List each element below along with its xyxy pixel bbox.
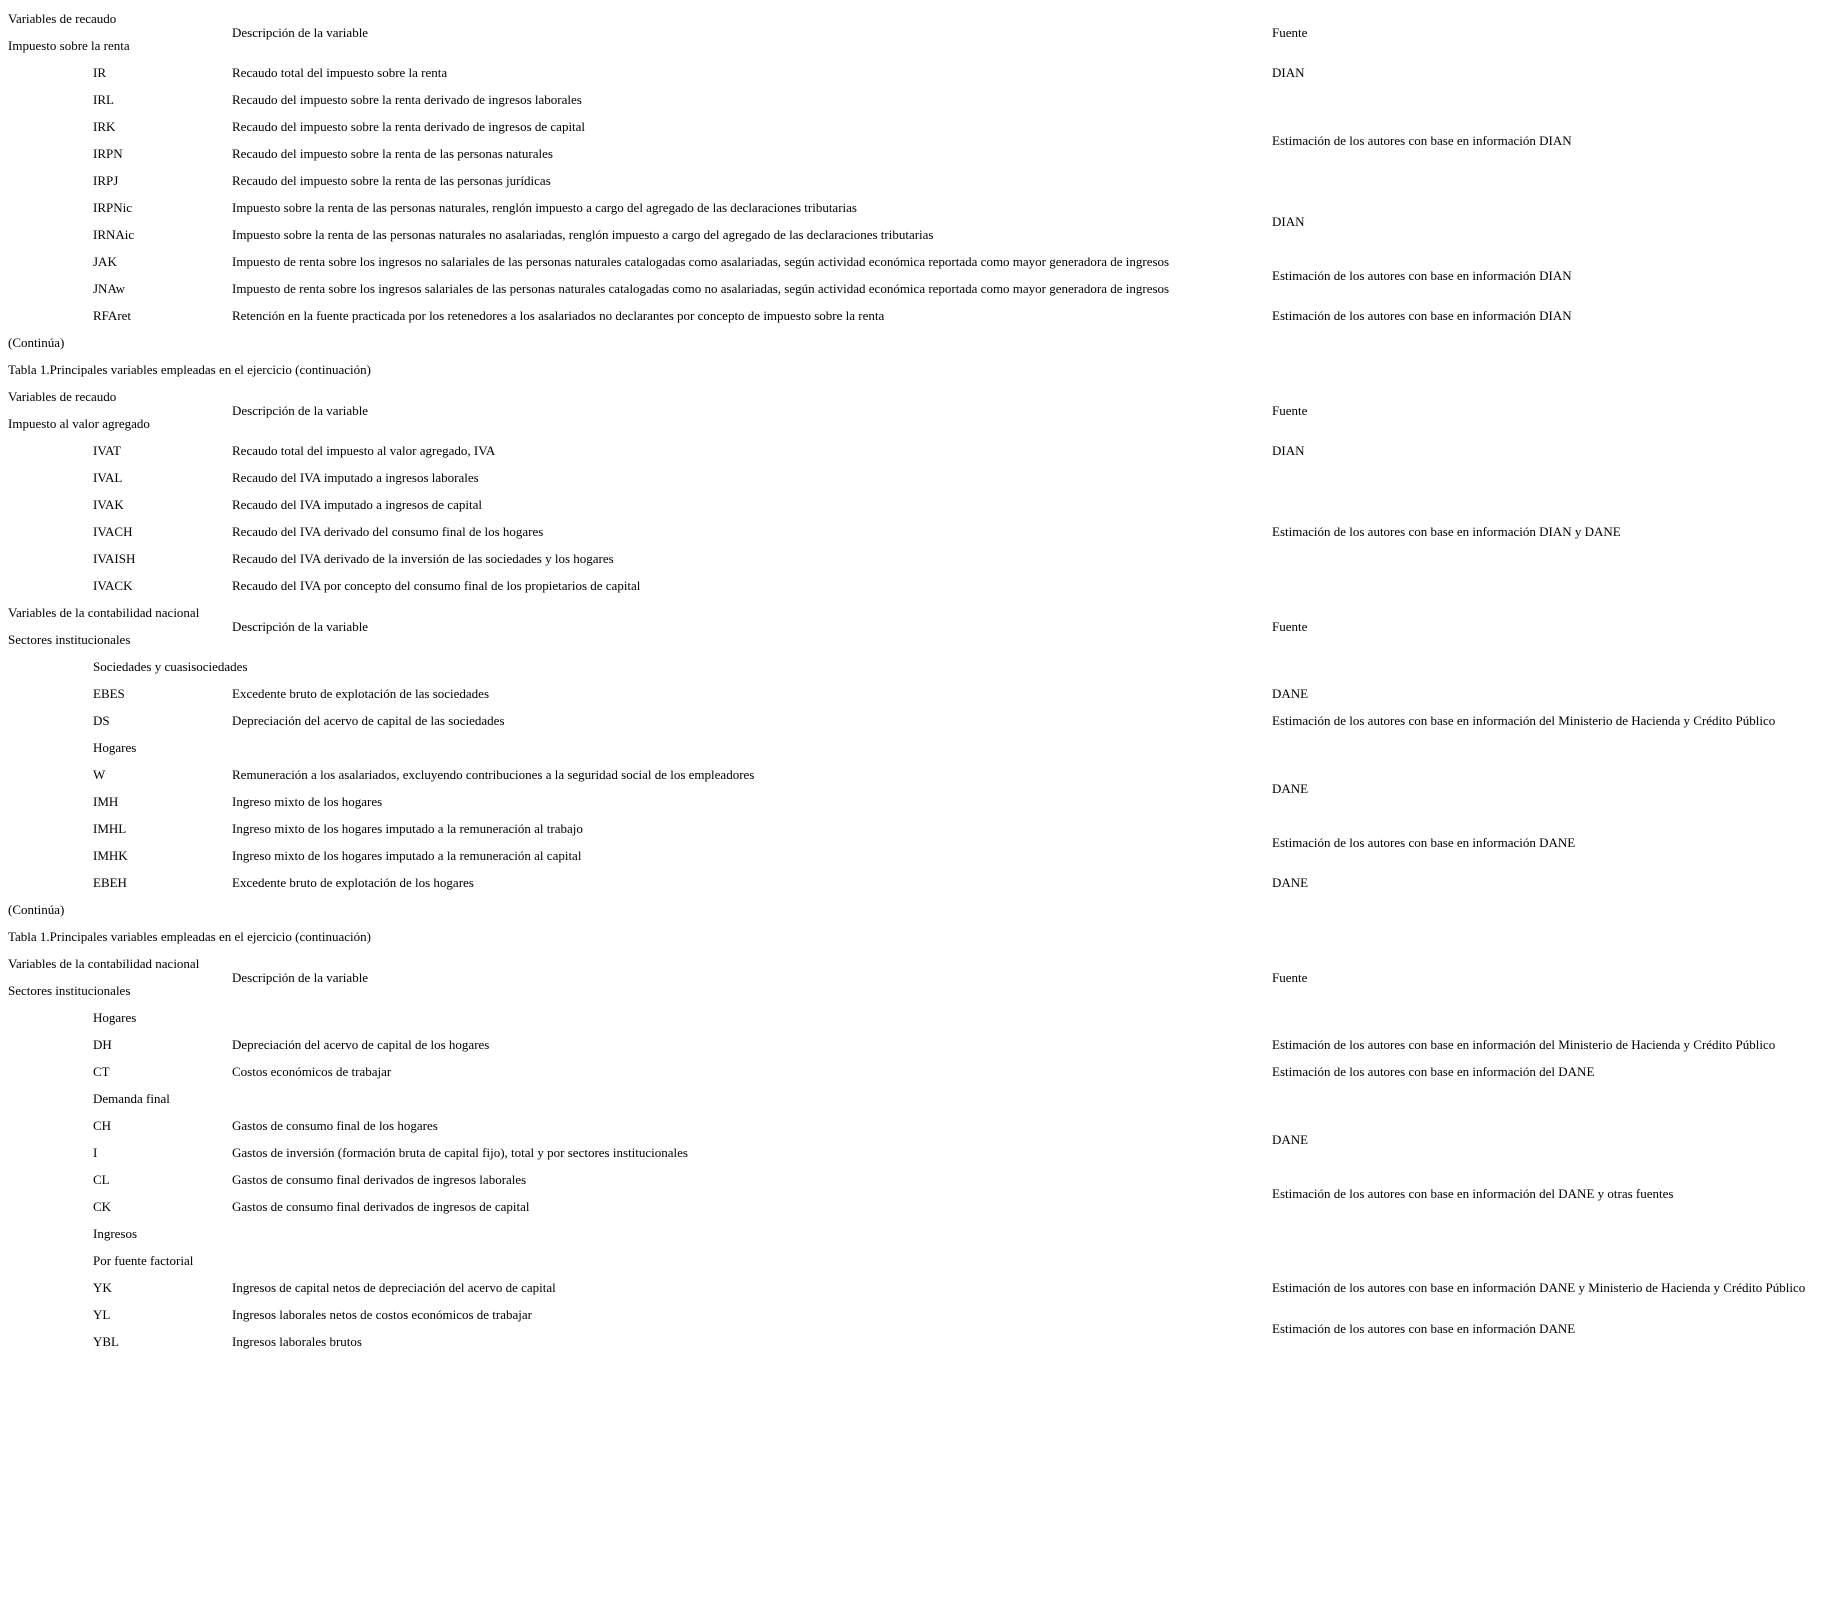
table-row [0, 1058, 1829, 1085]
variable-description: Ingresos laborales netos de costos económicos de trabajar [232, 1307, 532, 1322]
variable-source: Estimación de los autores con base en información DANE y Ministerio de Hacienda y Crédito Público [1272, 1280, 1806, 1295]
subsection-label: Por fuente factorial [93, 1253, 194, 1268]
subsection-label: Demanda final [93, 1091, 170, 1106]
variable-code: IMHK [93, 848, 128, 863]
table-row [0, 464, 1829, 491]
subsection-row [0, 1247, 1829, 1274]
variable-description: Remuneración a los asalariados, excluyendo contribuciones a la seguridad social de los empleadores [232, 767, 755, 782]
variable-description: Impuesto de renta sobre los ingresos salariales de las personas naturales catalogadas como no asalariadas, según actividad económica reportada como mayor generadora de ingresos [232, 281, 1170, 296]
variable-source: DIAN [1272, 213, 1305, 229]
variable-description: Recaudo del IVA derivado de la inversión de las sociedades y los hogares [232, 551, 614, 566]
column-header-description: Descripción de la variable [232, 618, 369, 634]
variable-code: CH [93, 1118, 112, 1133]
variable-code: JAK [93, 254, 117, 269]
variable-description: Recaudo del impuesto sobre la renta derivado de ingresos de capital [232, 119, 586, 134]
header-row [0, 5, 1829, 32]
subsection-label: Ingresos [93, 1226, 138, 1241]
variable-description: Ingreso mixto de los hogares imputado a la remuneración al trabajo [232, 821, 583, 836]
variable-description: Depreciación del acervo de capital de las sociedades [232, 713, 505, 728]
column-header-description: Descripción de la variable [232, 402, 369, 418]
table-row [0, 59, 1829, 86]
table-title: Tabla 1.Principales variables empleadas en el ejercicio (continuación) [8, 362, 371, 377]
section-subtitle: Sectores institucionales [8, 632, 131, 647]
section-title: Variables de la contabilidad nacional [8, 956, 200, 971]
table-row [0, 86, 1829, 113]
section-title: Variables de recaudo [8, 11, 117, 26]
variable-code: W [93, 767, 106, 782]
variable-description: Recaudo del impuesto sobre la renta de las personas jurídicas [232, 173, 551, 188]
continuation-note: (Continúa) [8, 335, 65, 350]
variable-description: Excedente bruto de explotación de las sociedades [232, 686, 490, 701]
variable-code: IRK [93, 119, 116, 134]
continuation-note: (Continúa) [8, 902, 65, 917]
continuation-note-row [0, 896, 1829, 923]
variable-code: JNAw [93, 281, 126, 296]
variable-code: IVACK [93, 578, 133, 593]
subsection-row [0, 1004, 1829, 1031]
variable-description: Gastos de consumo final de los hogares [232, 1118, 438, 1133]
variable-code: IVAK [93, 497, 124, 512]
variable-source: DANE [1272, 686, 1309, 701]
variable-code: CL [93, 1172, 110, 1187]
variable-source: Estimación de los autores con base en información DIAN [1272, 267, 1572, 283]
table-title-row [0, 356, 1829, 383]
column-header-description: Descripción de la variable [232, 969, 369, 985]
variable-code: IVAL [93, 470, 123, 485]
header-row [0, 950, 1829, 977]
variable-description: Ingresos laborales brutos [232, 1334, 362, 1349]
variable-code: IVAT [93, 443, 121, 458]
table-row [0, 194, 1829, 221]
variable-source: Estimación de los autores con base en información DANE [1272, 834, 1576, 850]
table-row [0, 1112, 1829, 1139]
variable-code: YBL [93, 1334, 119, 1349]
variable-description: Gastos de consumo final derivados de ingresos de capital [232, 1199, 530, 1214]
variable-code: CT [93, 1064, 110, 1079]
variable-description: Recaudo total del impuesto sobre la renta [232, 65, 448, 80]
variable-source: Estimación de los autores con base en información DIAN y DANE [1272, 524, 1621, 539]
table-row [0, 248, 1829, 275]
variable-source: Estimación de los autores con base en información DANE [1272, 1320, 1576, 1336]
column-header-source: Fuente [1272, 969, 1308, 985]
subsection-row [0, 1085, 1829, 1112]
subsection-row [0, 1220, 1829, 1247]
variable-code: IMH [93, 794, 119, 809]
variable-code: IMHL [93, 821, 127, 836]
table-row [0, 1031, 1829, 1058]
variable-description: Excedente bruto de explotación de los hogares [232, 875, 474, 890]
variable-code: IRPNic [93, 200, 132, 215]
variable-source: Estimación de los autores con base en información del DANE [1272, 1064, 1595, 1079]
variable-description: Ingresos de capital netos de depreciación del acervo de capital [232, 1280, 556, 1295]
variable-source: DANE [1272, 780, 1309, 796]
variable-source: DIAN [1272, 443, 1305, 458]
header-row [0, 599, 1829, 626]
variable-source: DIAN [1272, 65, 1305, 80]
variable-description: Recaudo del impuesto sobre la renta de las personas naturales [232, 146, 553, 161]
variable-code: EBES [93, 686, 125, 701]
variable-source: Estimación de los autores con base en información del DANE y otras fuentes [1272, 1185, 1674, 1201]
variable-code: YK [93, 1280, 112, 1295]
variable-description: Recaudo del impuesto sobre la renta derivado de ingresos laborales [232, 92, 582, 107]
subsection-label: Hogares [93, 740, 137, 755]
variable-code: IRNAic [93, 227, 135, 242]
subsection-label: Hogares [93, 1010, 137, 1025]
section-subtitle: Sectores institucionales [8, 983, 131, 998]
subsection-row [0, 734, 1829, 761]
variables-table-document [0, 5, 1829, 1355]
variable-code: IR [93, 65, 106, 80]
table-row [0, 1301, 1829, 1328]
variable-source: Estimación de los autores con base en información del Ministerio de Hacienda y Crédito Público [1272, 1037, 1776, 1052]
variable-code: CK [93, 1199, 112, 1214]
variable-description: Costos económicos de trabajar [232, 1064, 392, 1079]
variable-description: Recaudo del IVA imputado a ingresos laborales [232, 470, 479, 485]
table-row [0, 815, 1829, 842]
section-title: Variables de la contabilidad nacional [8, 605, 200, 620]
column-header-description: Descripción de la variable [232, 24, 369, 40]
variable-code: IRPJ [93, 173, 119, 188]
variables-table [0, 5, 1829, 1355]
column-header-source: Fuente [1272, 402, 1308, 418]
variable-description: Impuesto de renta sobre los ingresos no salariales de las personas naturales catalogadas como asalariadas, según actividad económica reportada como mayor generadora de ingresos [232, 254, 1170, 269]
variable-code: DH [93, 1037, 112, 1052]
table-row [0, 761, 1829, 788]
section-subtitle: Impuesto al valor agregado [8, 416, 150, 431]
table-row [0, 1166, 1829, 1193]
variable-code: EBEH [93, 875, 127, 890]
subsection-row [0, 653, 1829, 680]
variable-source: Estimación de los autores con base en información DIAN [1272, 308, 1572, 323]
variable-description: Impuesto sobre la renta de las personas naturales no asalariadas, renglón impuesto a cargo del agregado de las declaraciones tributarias [232, 227, 934, 242]
variable-code: IRPN [93, 146, 123, 161]
subsection-label: Sociedades y cuasisociedades [93, 659, 248, 674]
variable-code: IRL [93, 92, 114, 107]
variable-description: Depreciación del acervo de capital de los hogares [232, 1037, 490, 1052]
variable-code: RFAret [93, 308, 132, 323]
column-header-source: Fuente [1272, 618, 1308, 634]
section-subtitle: Impuesto sobre la renta [8, 38, 130, 53]
variable-description: Recaudo del IVA por concepto del consumo final de los propietarios de capital [232, 578, 641, 593]
table-row [0, 680, 1829, 707]
variable-description: Recaudo del IVA imputado a ingresos de capital [232, 497, 482, 512]
table-title: Tabla 1.Principales variables empleadas en el ejercicio (continuación) [8, 929, 371, 944]
variable-code: IVAISH [93, 551, 136, 566]
variable-code: I [93, 1145, 98, 1160]
table-row [0, 1274, 1829, 1301]
table-row [0, 869, 1829, 896]
variable-description: Ingreso mixto de los hogares imputado a la remuneración al capital [232, 848, 582, 863]
continuation-note-row [0, 329, 1829, 356]
variable-description: Retención en la fuente practicada por los retenedores a los asalariados no declarantes por concepto de impuesto sobre la renta [232, 308, 885, 323]
variable-description: Gastos de inversión (formación bruta de capital fijo), total y por sectores institucionales [232, 1145, 688, 1160]
variable-source: DANE [1272, 875, 1309, 890]
table-row [0, 707, 1829, 734]
variable-description: Recaudo del IVA derivado del consumo final de los hogares [232, 524, 544, 539]
variable-source: DANE [1272, 1131, 1309, 1147]
table-row [0, 437, 1829, 464]
table-row [0, 302, 1829, 329]
variable-source: Estimación de los autores con base en información DIAN [1272, 132, 1572, 148]
variable-description: Gastos de consumo final derivados de ingresos laborales [232, 1172, 527, 1187]
variable-code: IVACH [93, 524, 133, 539]
variable-code: DS [93, 713, 110, 728]
variable-source: Estimación de los autores con base en información del Ministerio de Hacienda y Crédito Público [1272, 713, 1776, 728]
column-header-source: Fuente [1272, 24, 1308, 40]
table-title-row [0, 923, 1829, 950]
variable-description: Ingreso mixto de los hogares [232, 794, 383, 809]
variable-description: Recaudo total del impuesto al valor agregado, IVA [232, 443, 496, 458]
header-row [0, 383, 1829, 410]
variable-code: YL [93, 1307, 111, 1322]
section-title: Variables de recaudo [8, 389, 117, 404]
variable-description: Impuesto sobre la renta de las personas naturales, renglón impuesto a cargo del agregado de las declaraciones tributarias [232, 200, 857, 215]
